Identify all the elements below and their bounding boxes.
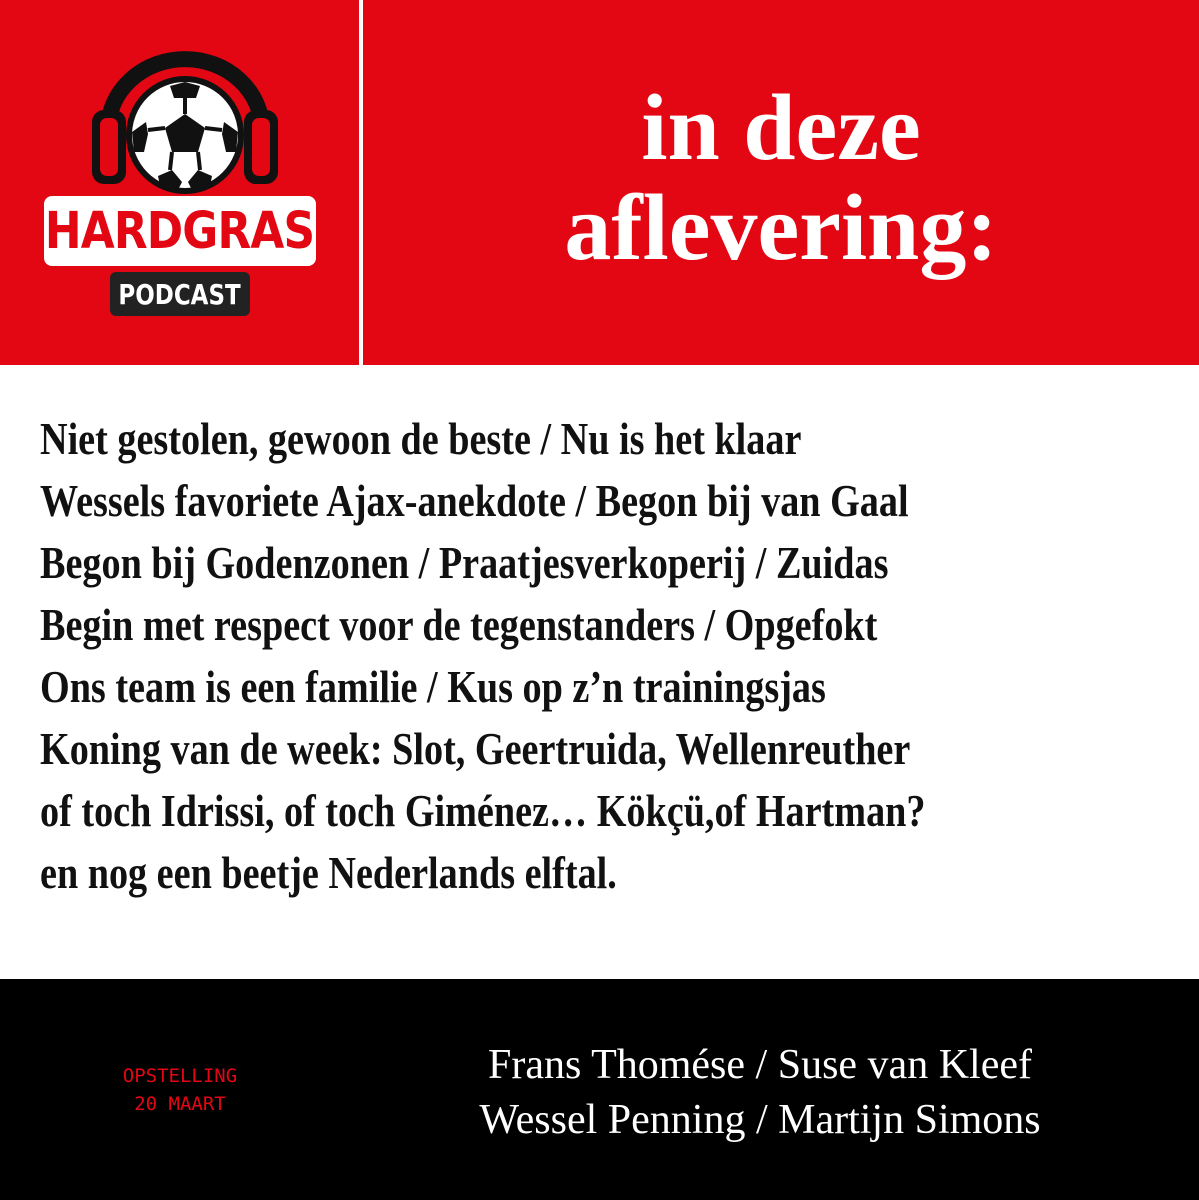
topic-line: Koning van de week: Slot, Geertruida, Wellenreuther <box>40 723 911 774</box>
topic-line: Ons team is een familie / Kus op z’n trainingsjas <box>40 661 826 712</box>
headline-line-2: aflevering: <box>564 176 998 280</box>
topic-line: Begin met respect voor de tegenstanders / Opgefokt <box>40 599 878 650</box>
headphones-football-icon <box>40 30 330 200</box>
topic-line: en nog een beetje Nederlands elftal. <box>40 847 617 898</box>
brand-name: HARDGRAS <box>45 201 315 261</box>
credits-line-1: Frans Thomése / Suse van Kleef <box>488 1042 1032 1088</box>
credits <box>420 1038 1100 1148</box>
topic-list <box>40 408 1170 904</box>
episode-headline <box>363 78 1199 278</box>
credits-line-2: Wessel Penning / Martijn Simons <box>479 1097 1041 1143</box>
brand-tag-badge <box>110 272 250 316</box>
topic-line: of toch Idrissi, of toch Giménez… Kökçü,of Hartman? <box>40 785 926 836</box>
lineup-label <box>110 1062 250 1118</box>
topic-line: Wessels favoriete Ajax-anekdote / Begon bij van Gaal <box>40 475 909 526</box>
brand-tag: PODCAST <box>118 277 242 311</box>
header-banner <box>0 0 1199 365</box>
topic-line: Begon bij Godenzonen / Praatjesverkoperij / Zuidas <box>40 537 889 588</box>
topic-line: Niet gestolen, gewoon de beste / Nu is het klaar <box>40 413 802 464</box>
headline-line-1: in deze <box>641 76 921 180</box>
lineup-date: 20 MAART <box>134 1093 226 1115</box>
lineup-title: OPSTELLING <box>122 1065 238 1087</box>
brand-wordmark <box>44 196 316 266</box>
